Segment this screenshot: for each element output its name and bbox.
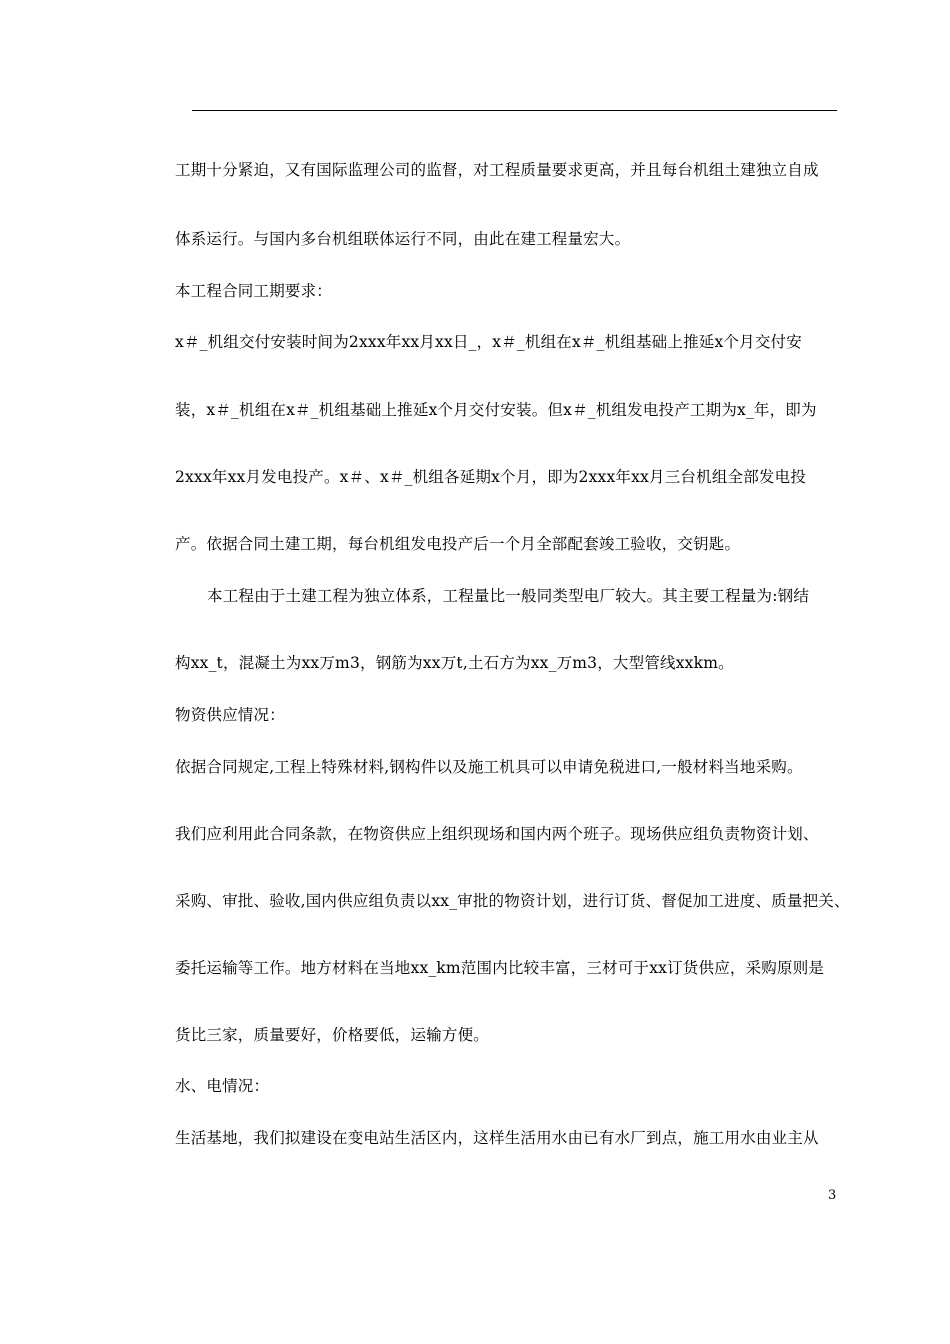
text-line: 物资供应情况： <box>175 706 285 724</box>
text-line: x＃_机组交付安装时间为2xxx年xx月xx日_，x＃_机组在x＃_机组基础上推延x个月交付安 <box>175 333 802 351</box>
text-line: 2xxx年xx月发电投产。x＃、x＃_机组各延期x个月，即为2xxx年xx月三台机组全部发电投 <box>175 468 807 486</box>
text-line: 构xx_t，混凝土为xx万m3，钢筋为xx万t,土石方为xx_万m3，大型管线xxkm。 <box>175 654 734 672</box>
header-rule <box>192 110 837 111</box>
text-line: 我们应利用此合同条款，在物资供应上组织现场和国内两个班子。现场供应组负责物资计划、 <box>175 825 819 843</box>
text-line: 货比三家，质量要好，价格要低，运输方便。 <box>175 1026 490 1044</box>
text-line: 产。依据合同土建工期，每台机组发电投产后一个月全部配套竣工验收，交钥匙。 <box>175 535 741 553</box>
text-line: 本工程由于土建工程为独立体系，工程量比一般同类型电厂较大。其主要工程量为:钢结 <box>207 587 810 605</box>
text-line: 水、电情况： <box>175 1077 270 1095</box>
text-line: 工期十分紧迫，又有国际监理公司的监督，对工程质量要求更高，并且每台机组土建独立自成 <box>175 161 819 179</box>
text-line: 采购、审批、验收,国内供应组负责以xx_审批的物资计划，进行订货、督促加工进度、质量把关、 <box>175 892 850 910</box>
text-line: 依据合同规定,工程上特殊材料,钢构件以及施工机具可以申请免税进口,一般材料当地采购。 <box>175 758 803 776</box>
text-line: 生活基地，我们拟建设在变电站生活区内，这样生活用水由已有水厂到点，施工用水由业主从 <box>175 1129 819 1147</box>
text-line: 委托运输等工作。地方材料在当地xx_km范围内比较丰富，三材可于xx订货供应，采购原则是 <box>175 959 825 977</box>
text-line: 本工程合同工期要求： <box>175 282 333 300</box>
text-line: 体系运行。与国内多台机组联体运行不同，由此在建工程量宏大。 <box>175 230 631 248</box>
text-line: 装，x＃_机组在x＃_机组基础上推延x个月交付安装。但x＃_机组发电投产工期为x_年，即为 <box>175 401 817 419</box>
page-number: 3 <box>828 1188 837 1203</box>
